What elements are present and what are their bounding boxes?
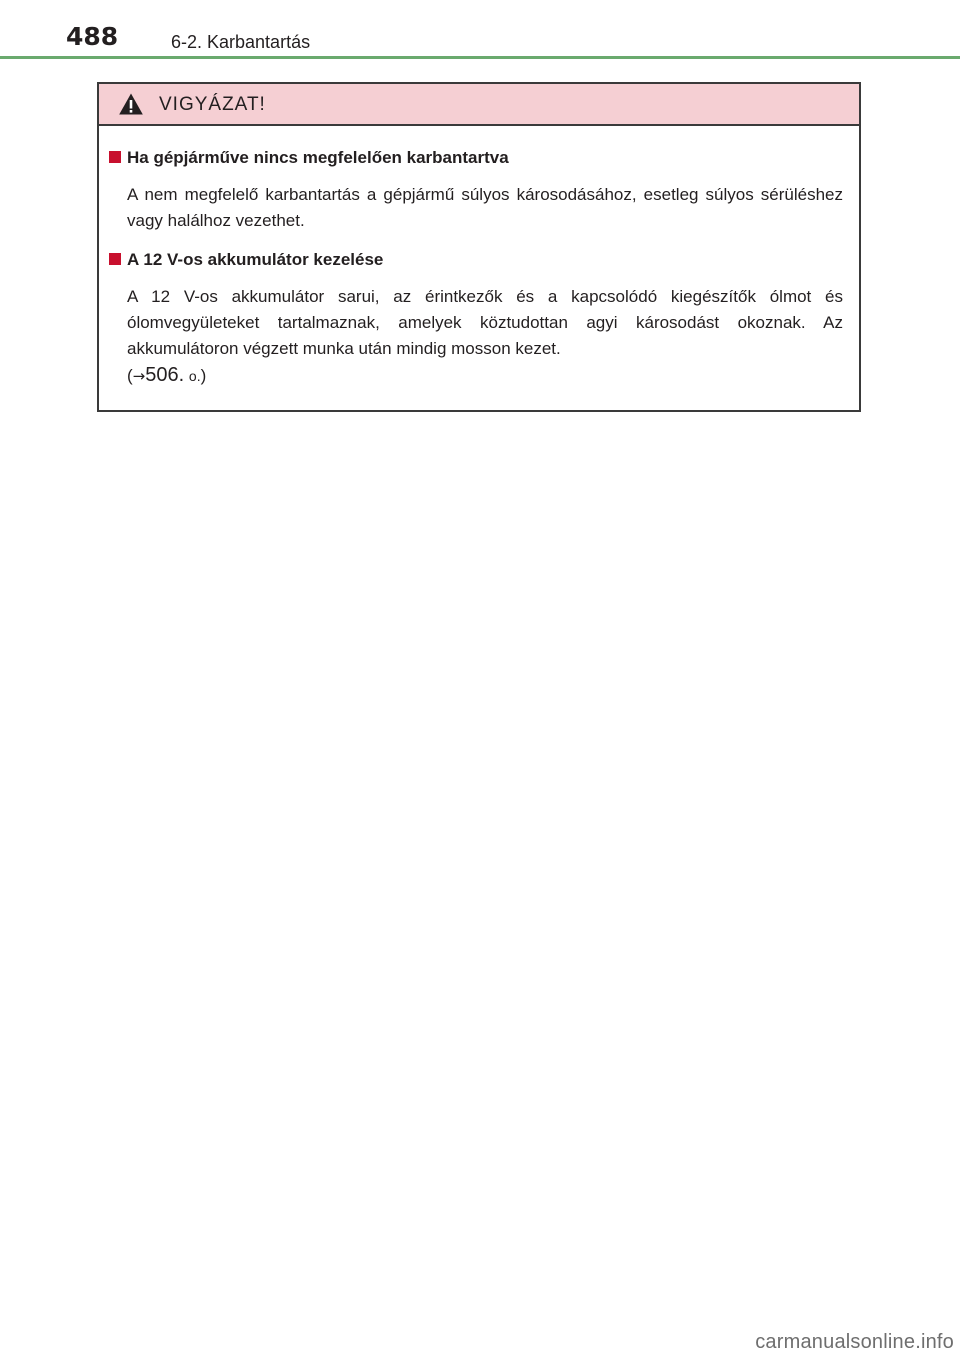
square-bullet-icon: [109, 253, 121, 265]
site-watermark: carmanualsonline.info: [755, 1331, 954, 1353]
square-bullet-icon: [109, 151, 121, 163]
caution-header: [99, 84, 859, 126]
ref-close: ): [200, 366, 207, 385]
warning-triangle-icon: [118, 92, 144, 116]
page-reference: [127, 362, 843, 389]
section-title: 6-2. Karbantartás: [171, 32, 311, 52]
right-arrow-icon: →: [132, 367, 146, 385]
item-heading: [109, 146, 843, 170]
ref-open: (: [127, 366, 133, 385]
page-number: 488: [66, 22, 119, 51]
caution-title: VIGYÁZAT!: [159, 94, 266, 115]
caution-item: [109, 248, 843, 389]
item-heading-text: Ha gépjárműve nincs megfelelően karbantartva: [127, 148, 509, 167]
caution-box: [97, 82, 861, 412]
item-heading-text: A 12 V-os akkumulátor kezelése: [127, 250, 384, 269]
page-header: [0, 0, 960, 60]
item-text: A 12 V-os akkumulátor sarui, az érintkezők és a kapcsolódó kiegészítők ólmot és ólomvegyületeket tartalmaznak, amelyek köztudottan agyi károsodást okoznak. Az akkumulátoron végzett munka után mindig mosson kezet.: [127, 287, 843, 358]
ref-suffix: o.: [188, 368, 201, 384]
header-rule: [0, 56, 960, 59]
item-heading: [109, 248, 843, 272]
ref-page-number: 506.: [145, 364, 185, 386]
caution-item: [109, 146, 843, 234]
caution-body: [99, 126, 859, 389]
item-text: A nem megfelelő karbantartás a gépjármű súlyos károsodásához, esetleg súlyos sérüléshez vagy halálhoz vezethet.: [127, 185, 843, 230]
